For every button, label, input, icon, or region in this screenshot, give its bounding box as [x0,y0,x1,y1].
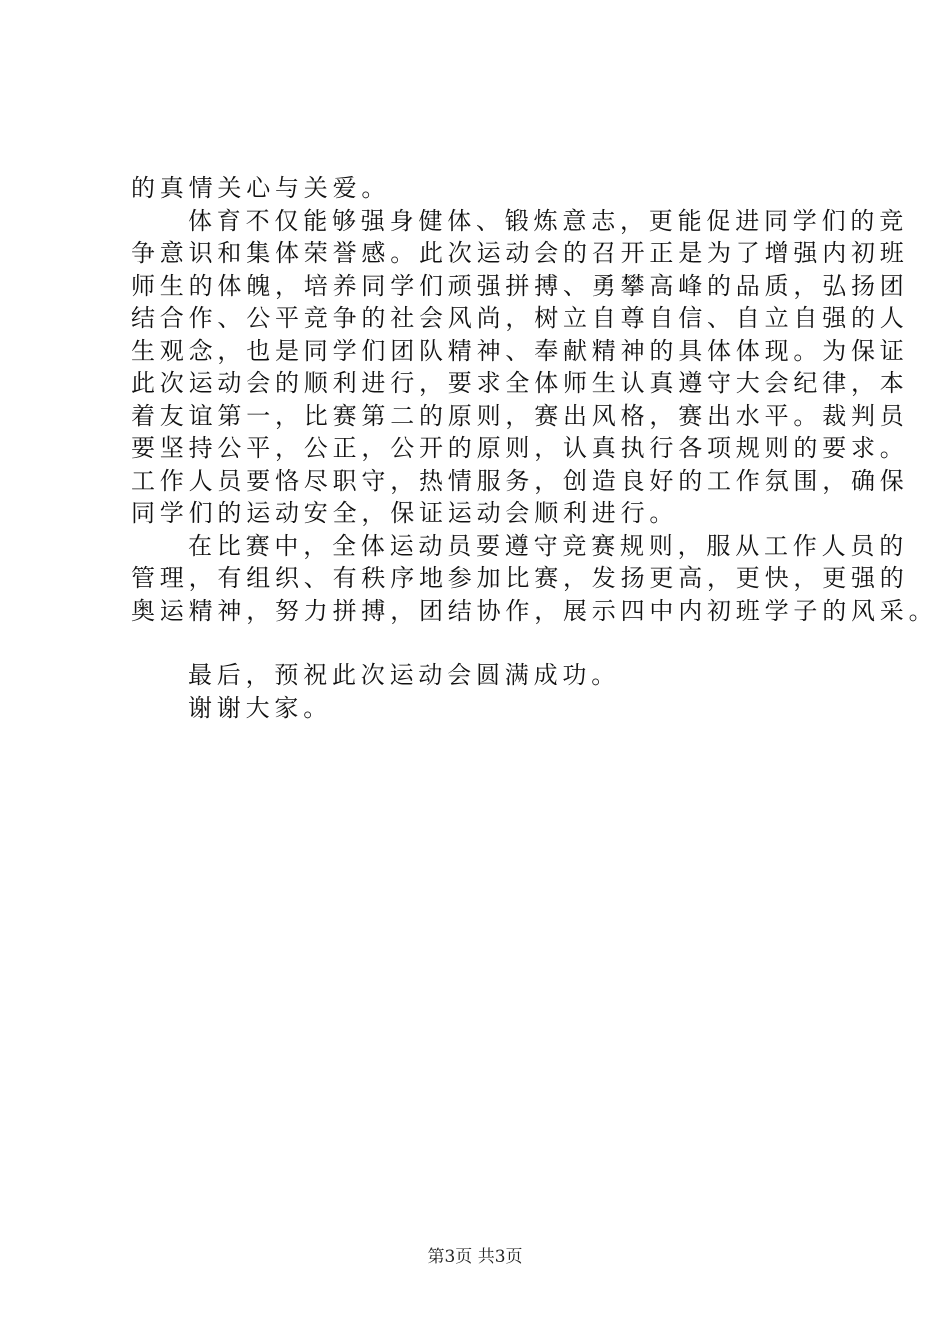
closing-thanks: 谢谢大家。 [188,693,332,722]
document-body [131,172,938,724]
body-line: 同学们的运动安全，保证运动会顺利进行。 [131,499,679,527]
body-line: 奥运精神，努力拼搏，团结协作，展示四中内初班学子的风采。 [131,596,938,625]
body-line: 此次运动会的顺利进行，要求全体师生认真遵守大会纪律，本 [131,369,909,397]
paragraph-start-line: 体育不仅能够强身健体、锻炼意志，更能促进同学们的竞 [188,206,908,235]
page-footer: 第3页 共3页 [427,1247,523,1267]
body-line: 师生的体魄，培养同学们顽强拼搏、勇攀高峰的品质，弘扬团 [131,271,909,300]
closing-wish: 最后，预祝此次运动会圆满成功。 [188,661,620,689]
body-line: 的真情关心与关爱。 [131,174,391,202]
body-line: 生观念，也是同学们团队精神、奉献精神的具体体现。为保证 [131,336,909,365]
body-line: 管理，有组织、有秩序地参加比赛，发扬更高，更快，更强的 [131,564,909,592]
body-line: 着友谊第一，比赛第二的原则，赛出风格，赛出水平。裁判员 [131,401,909,430]
body-line: 结合作、公平竞争的社会风尚，树立自尊自信、自立自强的人 [131,304,909,332]
body-line: 要坚持公平，公正，公开的原则，认真执行各项规则的要求。 [131,434,909,462]
body-line: 争意识和集体荣誉感。此次运动会的召开正是为了增强内初班 [131,239,909,267]
body-line: 工作人员要恪尽职守，热情服务，创造良好的工作氛围，确保 [131,466,909,495]
paragraph-start-line: 在比赛中，全体运动员要遵守竞赛规则，服从工作人员的 [188,531,908,560]
paragraph-gap [131,627,851,659]
